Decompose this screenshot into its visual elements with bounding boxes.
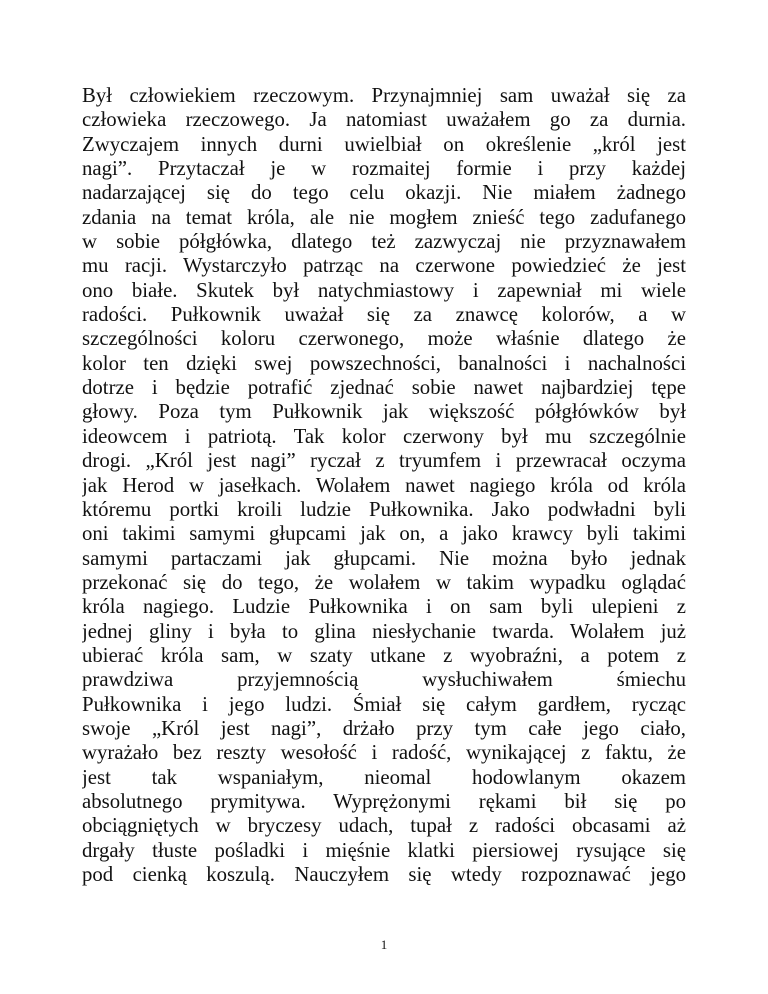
page-number: 1	[380, 937, 388, 952]
text-line: jak Herod w jasełkach. Wolałem nawet nagiego króla od króla	[82, 473, 686, 497]
text-line: króla nagiego. Ludzie Pułkownika i on sam byli ulepieni z	[82, 595, 686, 619]
text-line: ubierać króla sam, w szaty utkane z wyobraźni, a potem z	[82, 643, 686, 667]
text-line: nadarzającej się do tego celu okazji. Nie miałem żadnego	[82, 181, 686, 205]
text-line: pod cienką koszulą. Nauczyłem się wtedy rozpoznawać jego	[82, 863, 686, 886]
text-line: radości. Pułkownik uważał się za znawcę kolorów, a w	[82, 303, 686, 327]
text-line: przekonać się do tego, że wolałem w takim wypadku oglądać	[82, 570, 686, 594]
text-line: samymi partaczami jak głupcami. Nie można było jednak	[82, 546, 686, 570]
text-line: jednej gliny i była to glina niesłychanie twarda. Wolałem już	[82, 619, 686, 643]
text-line: zdania na temat króla, ale nie mogłem znieść tego zadufanego	[82, 205, 686, 229]
text-line: szczególności koloru czerwonego, może właśnie dlatego że	[82, 327, 686, 351]
text-line: któremu portki kroili ludzie Pułkownika. Jako podwładni byli	[82, 497, 686, 521]
text-line: Pułkownika i jego ludzi. Śmiał się całym gardłem, rycząc	[82, 692, 686, 716]
text-line: ono białe. Skutek był natychmiastowy i zapewniał mi wiele	[82, 278, 686, 302]
text-line: nagi”. Przytaczał je w rozmaitej formie i przy każdej	[82, 157, 686, 181]
text-line: drgały tłuste pośladki i mięśnie klatki piersiowej rysujące się	[82, 838, 686, 862]
text-line: kolor ten dzięki swej powszechności, banalności i nachalności	[82, 351, 686, 375]
text-line: prawdziwa przyjemnością wysłuchiwałem śmiechu	[82, 668, 686, 692]
text-line: swoje „Król jest nagi”, drżało przy tym całe jego ciało,	[82, 716, 686, 740]
text-line: drogi. „Król jest nagi” ryczał z tryumfem i przewracał oczyma	[82, 449, 686, 473]
text-line: jest tak wspaniałym, nieomal hodowlanym okazem	[82, 765, 686, 789]
text-line: absolutnego prymitywa. Wyprężonymi rękami bił się po	[82, 789, 686, 813]
text-line: mu racji. Wystarczyło patrząc na czerwone powiedzieć że jest	[82, 254, 686, 278]
text-line: w sobie półgłówka, dlatego też zazwyczaj nie przyznawałem	[82, 230, 686, 254]
text-line: obciągniętych w bryczesy udach, tupał z radości obcasami aż	[82, 814, 686, 838]
text-line: dotrze i będzie potrafić zjednać sobie nawet najbardziej tępe	[82, 376, 686, 400]
text-line: głowy. Poza tym Pułkownik jak większość półgłówków był	[82, 400, 686, 424]
text-line: ideowcem i patriotą. Tak kolor czerwony był mu szczególnie	[82, 424, 686, 448]
text-line: wyrażało bez reszty wesołość i radość, wynikającej z faktu, że	[82, 741, 686, 765]
text-line: Był człowiekiem rzeczowym. Przynajmniej sam uważał się za	[82, 84, 686, 107]
body-paragraph	[82, 84, 686, 887]
text-line: Zwyczajem innych durni uwielbiał on określenie „król jest	[82, 132, 686, 156]
text-line: oni takimi samymi głupcami jak on, a jako krawcy byli takimi	[82, 522, 686, 546]
text-line: człowieka rzeczowego. Ja natomiast uważałem go za durnia.	[82, 108, 686, 132]
